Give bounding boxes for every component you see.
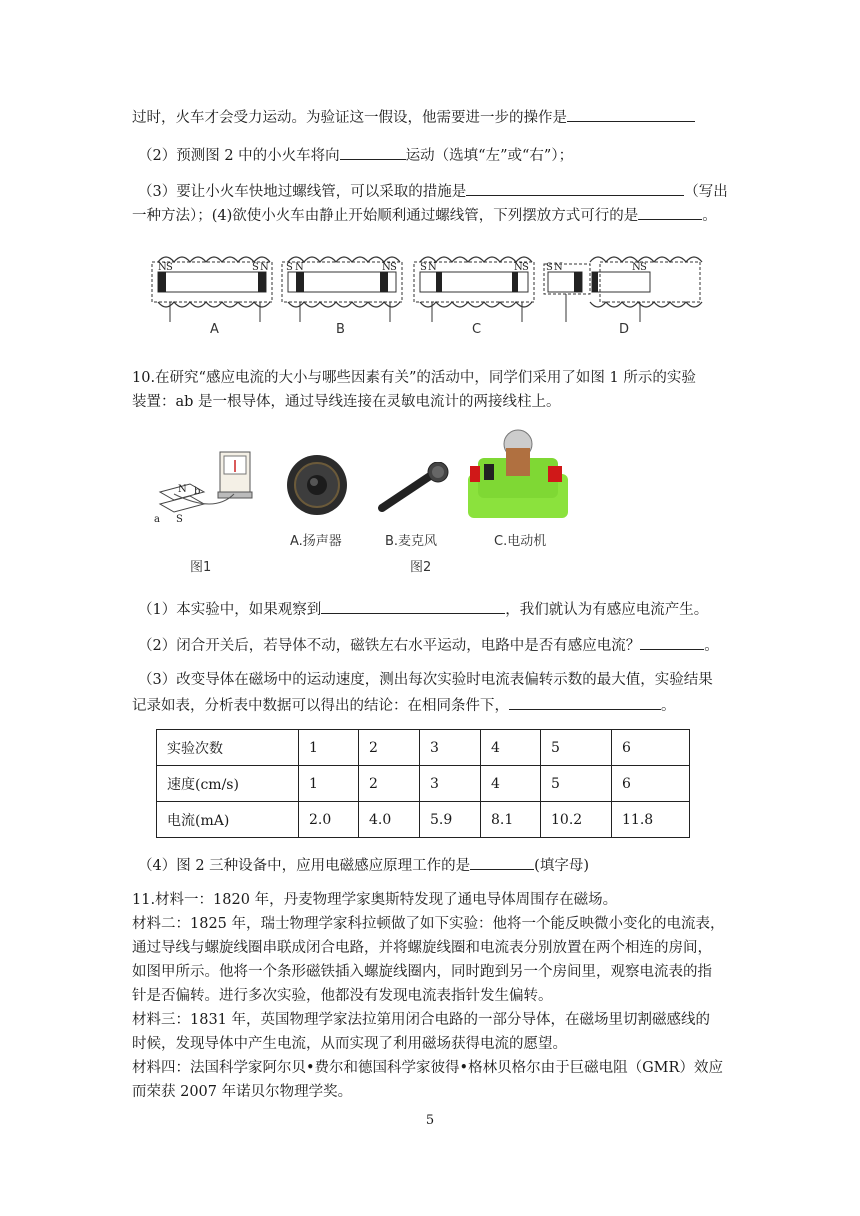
option-d-diagram — [544, 257, 702, 322]
q10-part1-text: （1）本实验中，如果观察到 — [138, 602, 322, 618]
q11-line7: 时候，发现导体中产生电流，从而实现了利用磁场获得电流的愿望。 — [132, 1036, 567, 1052]
q10-part4-text-end: (填字母) — [534, 858, 589, 874]
q9-part2-text: （2）预测图 2 中的小火车将向 — [138, 148, 340, 164]
fig1-b-label: b — [194, 486, 201, 497]
device-label-speaker: A.扬声器 — [290, 534, 342, 549]
q10-intro-line2: 装置：ab 是一根导体，通过导线连接在灵敏电流计的两接线柱上。 — [132, 394, 561, 410]
table-cell: 6 — [612, 766, 690, 802]
table-cell: 4 — [481, 730, 541, 766]
table-row — [157, 802, 690, 838]
speaker-icon — [284, 452, 350, 518]
table-cell: 5 — [541, 766, 612, 802]
table-cell: 实验次数 — [157, 730, 299, 766]
electric-motor-icon — [464, 428, 574, 522]
q10-part4 — [138, 854, 589, 876]
answer-blank[interactable] — [340, 144, 406, 160]
q10-part2-text: （2）闭合开关后，若导体不动，磁铁左右水平运动，电路中是否有感应电流？ — [138, 638, 641, 654]
table-row — [157, 766, 690, 802]
answer-blank[interactable] — [509, 694, 661, 710]
pole-label: S — [286, 262, 293, 273]
figure1-caption: 图1 — [190, 560, 212, 575]
option-c-diagram — [414, 257, 534, 322]
table-cell: 3 — [420, 766, 481, 802]
pole-label: S — [252, 262, 259, 273]
q9-part4 — [132, 204, 717, 226]
figure1-apparatus — [150, 448, 270, 532]
fig1-s-label: S — [176, 514, 183, 525]
q10-part2 — [138, 634, 719, 656]
fig1-a-label: a — [154, 514, 160, 525]
q9-line1 — [132, 106, 695, 128]
pole-label: N — [260, 262, 269, 273]
answer-blank[interactable] — [470, 854, 534, 870]
figure2-caption: 图2 — [410, 560, 432, 575]
pole-label: S — [640, 262, 647, 273]
pole-label: N — [158, 262, 167, 273]
q9-part3 — [138, 180, 728, 202]
q9-line1-text: 过时，火车才会受力运动。为验证这一假设，他需要进一步的操作是 — [132, 110, 567, 126]
q10-part3-text: 记录如表，分析表中数据可以得出的结论：在相同条件下， — [132, 698, 509, 714]
answer-blank[interactable] — [466, 180, 684, 196]
q11-line9: 而荣获 2007 年诺贝尔物理学奖。 — [132, 1084, 353, 1100]
q9-part2-text-end: 运动（选填“左”或“右”）； — [405, 148, 574, 164]
answer-blank[interactable] — [567, 106, 695, 122]
table-cell: 1 — [299, 730, 359, 766]
table-cell: 5 — [541, 730, 612, 766]
q10-part4-text: （4）图 2 三种设备中，应用电磁感应原理工作的是 — [138, 858, 471, 874]
answer-blank[interactable] — [640, 634, 704, 650]
table-cell: 2.0 — [299, 802, 359, 838]
table-cell: 2 — [359, 730, 420, 766]
fig1-n-label: N — [178, 484, 187, 495]
q11-line5: 针是否偏转。进行多次实验，他都没有发现电流表指针发生偏转。 — [132, 988, 553, 1004]
q10-part1-text-end: ，我们就认为有感应电流产生。 — [505, 602, 709, 618]
q9-part2 — [138, 144, 573, 166]
option-label-a: A — [210, 322, 219, 337]
q11-line2: 材料二：1825 年，瑞士物理学家科拉顿做了如下实验：他将一个能反映微小变化的电流表， — [132, 916, 725, 932]
option-label-d: D — [619, 322, 630, 337]
q11-line6: 材料三：1831 年，英国物理学家法拉第用闭合电路的一部分导体，在磁场里切割磁感线的 — [132, 1012, 711, 1028]
device-label-motor: C.电动机 — [494, 534, 547, 549]
table-row — [157, 730, 690, 766]
table-cell: 2 — [359, 766, 420, 802]
table-cell: 电流(mA) — [157, 802, 299, 838]
answer-blank[interactable] — [638, 204, 702, 220]
q10-part1 — [138, 598, 708, 620]
pole-label: N — [554, 262, 563, 273]
device-label-microphone: B.麦克风 — [385, 534, 438, 549]
q10-intro-line1: 10.在研究“感应电流的大小与哪些因素有关”的活动中，同学们采用了如图 1 所示的实验 — [132, 370, 696, 386]
q9-part4-period: 。 — [702, 208, 717, 224]
q10-part3-line2 — [132, 694, 676, 716]
pole-label: S — [522, 262, 529, 273]
table-cell: 3 — [420, 730, 481, 766]
q11-line1: 11.材料一：1820 年，丹麦物理学家奥斯特发现了通电导体周围存在磁场。 — [132, 892, 618, 908]
q11-line4: 如图甲所示。他将一个条形磁铁插入螺旋线圈内，同时跑到另一个房间里，观察电流表的指 — [132, 964, 712, 980]
table-cell: 6 — [612, 730, 690, 766]
pole-label: N — [428, 262, 437, 273]
answer-blank[interactable] — [321, 598, 505, 614]
table-cell: 1 — [299, 766, 359, 802]
pole-label: N — [632, 262, 641, 273]
q10-part3-line1: （3）改变导体在磁场中的运动速度，测出每次实验时电流表偏转示数的最大值，实验结果 — [138, 672, 713, 688]
microphone-icon — [376, 462, 456, 514]
option-b-diagram — [282, 257, 402, 322]
q11-line8: 材料四：法国科学家阿尔贝•费尔和德国科学家彼得•格林贝格尔由于巨磁电阻（GMR）效应 — [132, 1060, 723, 1076]
q10-part3-period: 。 — [661, 698, 676, 714]
table-cell: 速度(cm/s) — [157, 766, 299, 802]
pole-label: S — [390, 262, 397, 273]
q9-part4-text: 一种方法）；(4)欲使小火车由静止开始顺利通过螺线管，下列摆放方式可行的是 — [132, 208, 639, 224]
pole-label: N — [295, 262, 304, 273]
q9-part3-text: （3）要让小火车快地过螺线管，可以采取的措施是 — [138, 184, 467, 200]
q10-part2-period: 。 — [704, 638, 719, 654]
pole-label: N — [514, 262, 523, 273]
table-cell: 8.1 — [481, 802, 541, 838]
option-label-c: C — [472, 322, 482, 337]
experiment-data-table — [156, 729, 690, 838]
table-cell: 4.0 — [359, 802, 420, 838]
table-cell: 5.9 — [420, 802, 481, 838]
pole-label: S — [166, 262, 173, 273]
table-cell: 11.8 — [612, 802, 690, 838]
table-cell: 10.2 — [541, 802, 612, 838]
page-number: 5 — [425, 1113, 435, 1128]
option-a-diagram — [152, 257, 272, 322]
option-label-b: B — [336, 322, 345, 337]
pole-label: S — [546, 262, 553, 273]
pole-label: S — [420, 262, 427, 273]
q11-line3: 通过导线与螺旋线圈串联成闭合电路，并将螺旋线圈和电流表分别放置在两个相连的房间， — [132, 940, 712, 956]
q9-part3-text-end: （写出 — [684, 184, 728, 200]
table-cell: 4 — [481, 766, 541, 802]
pole-label: N — [382, 262, 391, 273]
